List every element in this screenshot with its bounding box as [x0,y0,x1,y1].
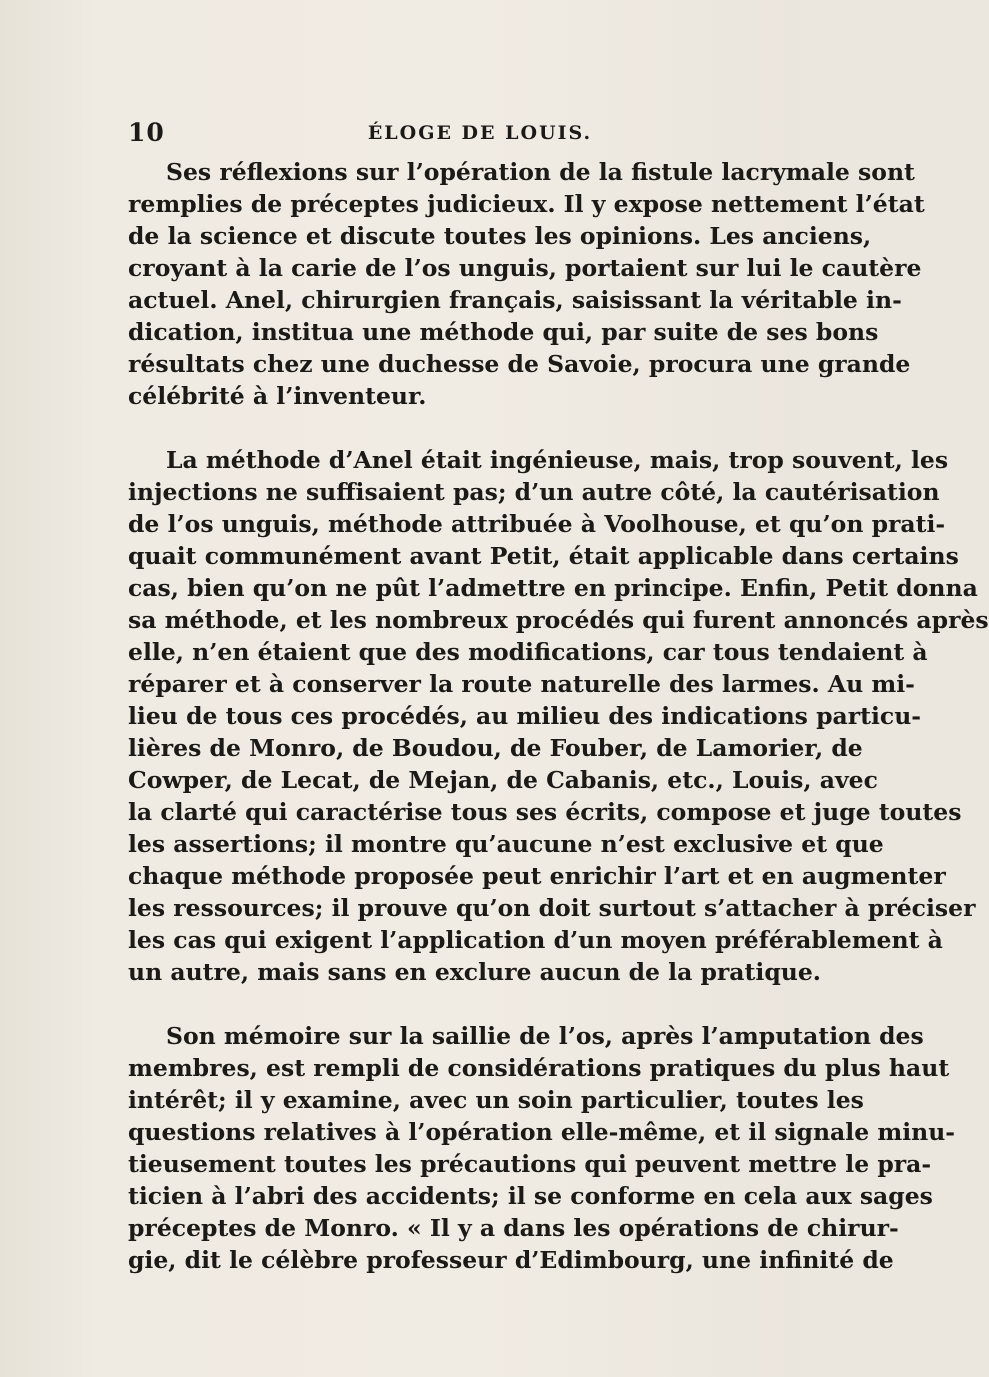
text-line: réparer et à conserver la route naturelle des larmes. Au mi- [128,670,915,698]
text-line: intérêt; il y examine, avec un soin particulier, toutes les [128,1086,864,1114]
text-line: célébrité à l’inventeur. [128,382,427,410]
text-line: lieu de tous ces procédés, au milieu des indications particu- [128,702,922,730]
text-line: dication, institua une méthode qui, par suite de ses bons [128,318,879,346]
text-line: La méthode d’Anel était ingénieuse, mais, trop souvent, les [166,446,949,474]
text-line: actuel. Anel, chirurgien français, saisissant la véritable in- [128,286,902,314]
paragraph-2 [128,444,989,988]
text-line: Son mémoire sur la saillie de l’os, après l’amputation des [166,1022,924,1050]
text-line: de l’os unguis, méthode attribuée à Voolhouse, et qu’on prati- [128,510,946,538]
text-line: sa méthode, et les nombreux procédés qui furent annoncés après [128,606,989,634]
running-title: ÉLOGE DE LOUIS. [367,122,593,144]
text-line: gie, dit le célèbre professeur d’Edimbourg, une infinité de [128,1246,894,1274]
text-line: les ressources; il prouve qu’on doit surtout s’attacher à préciser [128,894,976,922]
paragraph-1 [128,156,925,412]
text-line: Ses réflexions sur l’opération de la fistule lacrymale sont [166,158,915,186]
text-line: les cas qui exigent l’application d’un moyen préférablement à [128,926,943,954]
page-header [128,118,772,152]
text-line: injections ne suffisaient pas; d’un autre côté, la cautérisation [128,478,940,506]
text-line: remplies de préceptes judicieux. Il y expose nettement l’état [128,190,925,218]
text-line: résultats chez une duchesse de Savoie, procura une grande [128,350,911,378]
body-text [128,156,989,1276]
text-line: questions relatives à l’opération elle-même, et il signale minu- [128,1118,956,1146]
text-line: cas, bien qu’on ne pût l’admettre en principe. Enfin, Petit donna [128,574,978,602]
text-line: chaque méthode proposée peut enrichir l’art et en augmenter [128,862,946,890]
text-line: ticien à l’abri des accidents; il se conforme en cela aux sages [128,1182,933,1210]
text-line: préceptes de Monro. « Il y a dans les opérations de chirur- [128,1214,899,1242]
text-line: les assertions; il montre qu’aucune n’est exclusive et que [128,830,884,858]
page-number: 10 [128,118,165,147]
text-line: elle, n’en étaient que des modifications, car tous tendaient à [128,638,928,666]
text-line: croyant à la carie de l’os unguis, portaient sur lui le cautère [128,254,922,282]
text-line: de la science et discute toutes les opinions. Les anciens, [128,222,872,250]
paragraph-3 [128,1020,956,1276]
text-line: Cowper, de Lecat, de Mejan, de Cabanis, etc., Louis, avec [128,766,878,794]
text-line: membres, est rempli de considérations pratiques du plus haut [128,1054,950,1082]
text-line: un autre, mais sans en exclure aucun de la pratique. [128,958,821,986]
text-line: lières de Monro, de Boudou, de Fouber, de Lamorier, de [128,734,863,762]
text-line: tieusement toutes les précautions qui peuvent mettre le pra- [128,1150,932,1178]
text-line: quait communément avant Petit, était applicable dans certains [128,542,959,570]
text-line: la clarté qui caractérise tous ses écrits, compose et juge toutes [128,798,962,826]
